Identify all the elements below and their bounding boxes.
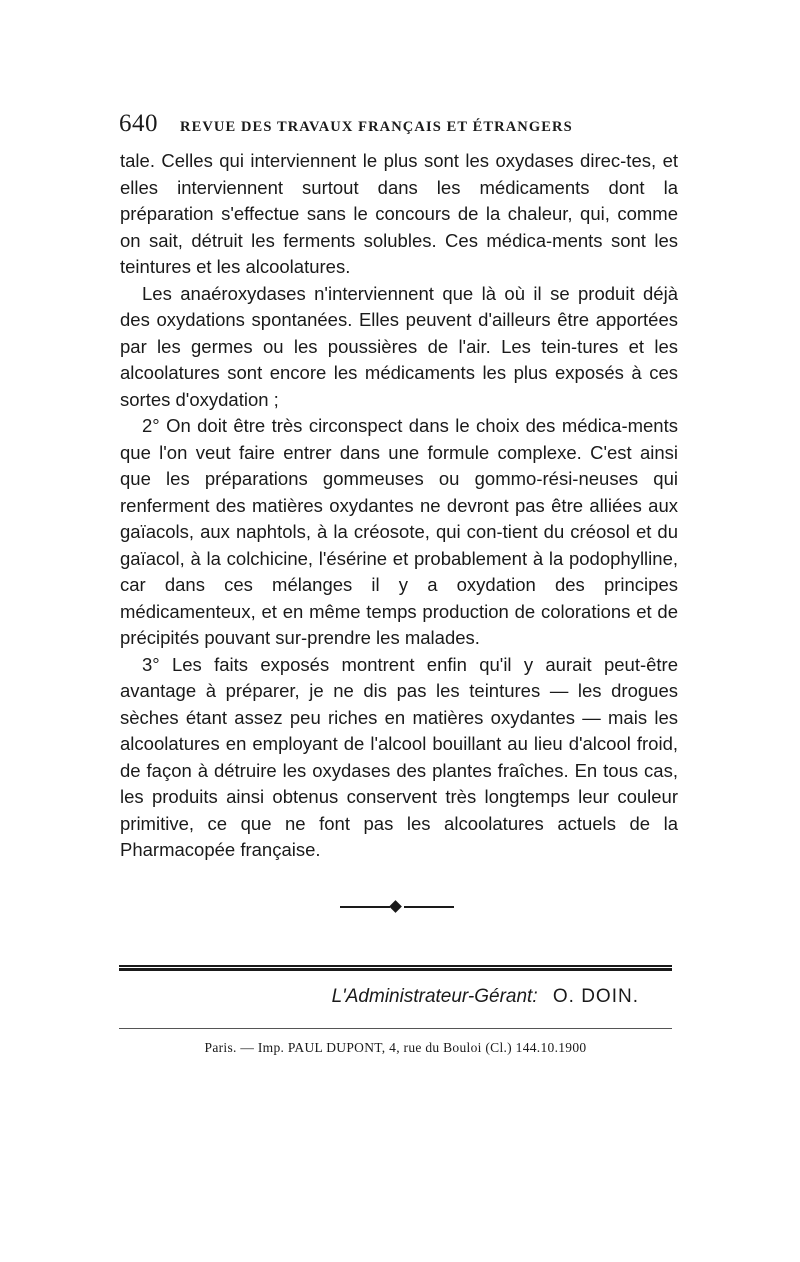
journal-title: REVUE DES TRAVAUX FRANÇAIS ET ÉTRANGERS: [180, 119, 573, 135]
paragraph-continuation: tale. Celles qui interviennent le plus sont les oxydases direc-tes, et elles interviennent surtout dans les médicaments dont la préparation s'effectue sans le concours de la chaleur, qui, comme on sait, détruit les ferments solubles. Ces médica-ments sont les teintures et les alcoolatures.: [120, 150, 678, 277]
ornament-diamond: [389, 900, 402, 913]
signature-name: O. DOIN.: [552, 986, 639, 1007]
ornament-line-left: [340, 906, 390, 908]
double-rule: [119, 965, 672, 971]
printer-imprint: Paris. — Imp. PAUL DUPONT, 4, rue du Bouloi (Cl.) 144.10.1900: [204, 1040, 587, 1055]
thin-rule: [119, 1028, 672, 1029]
ornament-line-right: [404, 906, 454, 908]
signature-title: L'Administrateur-Gérant:: [331, 986, 538, 1007]
signature-line: [119, 986, 639, 1008]
page-number: 640: [119, 110, 158, 137]
paragraph-anaeroxydases: Les anaéroxydases n'interviennent que là où il se produit déjà des oxydations spontanées. Elles peuvent d'ailleurs être apportées par les germes ou les poussières de l'air. Les tein-tures et les alcoolatures sont encore les médicaments les plus exposés à ces sortes d'oxydation ;: [120, 282, 678, 410]
paragraph-point-3: 3° Les faits exposés montrent enfin qu'il y aurait peut-être avantage à préparer, je ne dis pas les teintures — les drogues sèches étant assez peu riches en matières oxydantes — mais les alcoolatures en employant de l'alcool bouillant au lieu d'alcool froid, de façon à détruire les oxydases des plantes fraîches. En tous cas, les produits ainsi obtenus conservent très longtemps leur couleur primitive, ce que ne font pas les alcoolatures actuels de la Pharmacopée française.: [120, 653, 678, 860]
article-body: [120, 148, 678, 864]
section-end-ornament: [340, 901, 454, 913]
running-head: [119, 110, 679, 142]
paragraph-point-2: 2° On doit être très circonspect dans le choix des médica-ments que l'on veut faire entrer dans une formule complexe. C'est ainsi que les préparations gommeuses ou gommo-rési-neuses qui renferment des matières oxydantes ne devront pas être alliées aux gaïacols, aux naphtols, à la créosote, qui con-tient du créosol et du gaïacol, à la colchicine, l'ésérine et probablement à la podophylline, car dans ces mélanges il y a oxydation des principes médicamenteux, et en même temps production de colorations et de précipités pouvant sur-prendre les malades.: [120, 415, 678, 648]
